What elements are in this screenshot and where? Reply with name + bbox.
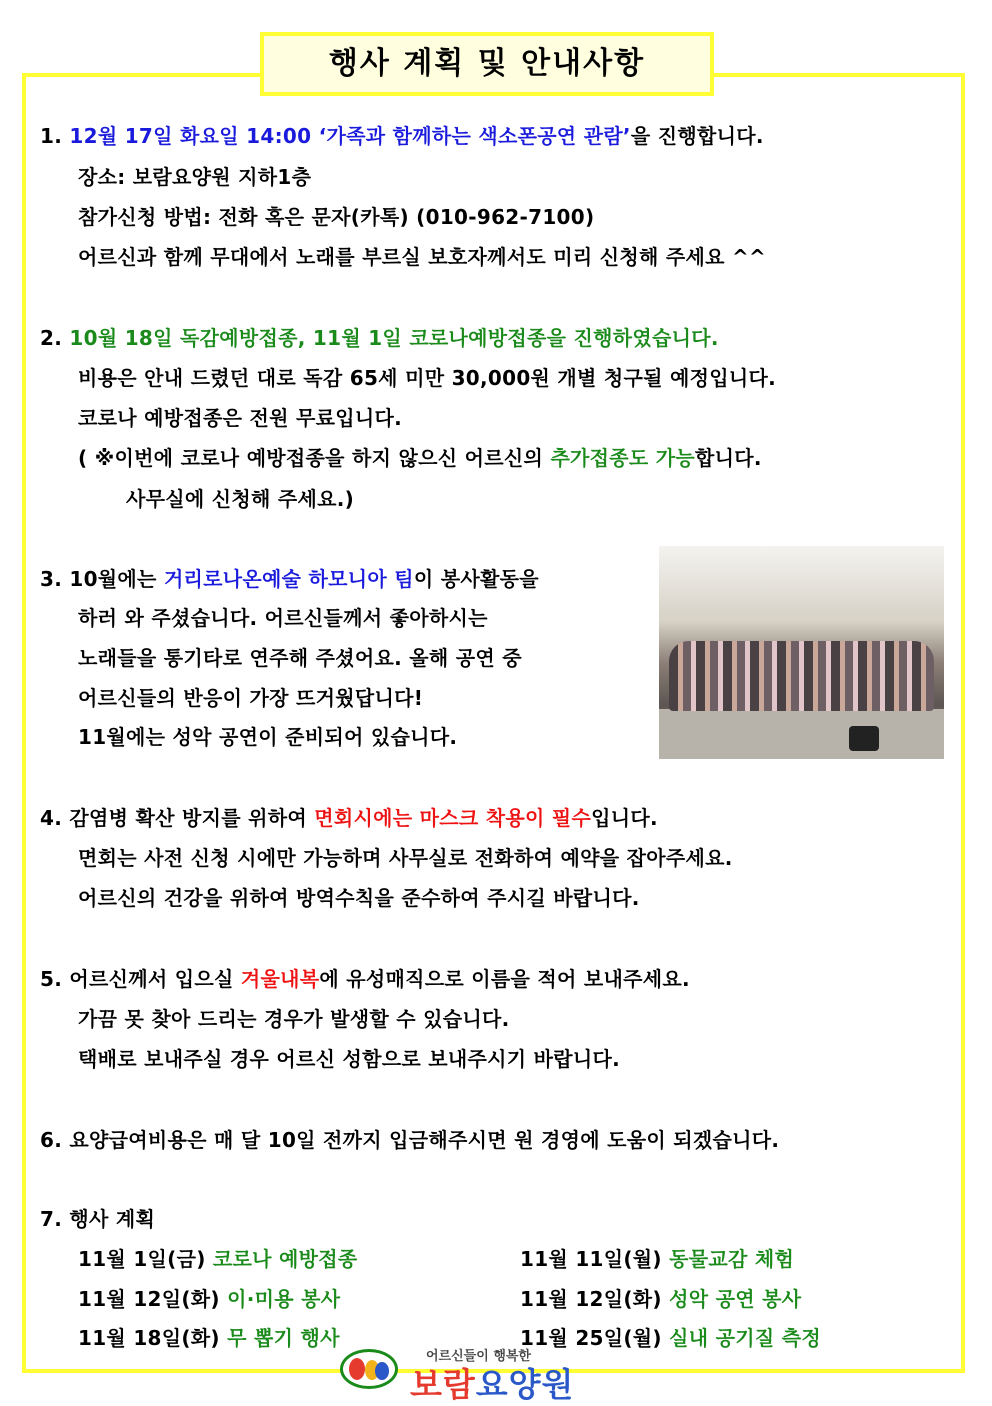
- section-1-line-1-rest: 을 진행합니다.: [630, 124, 764, 148]
- logo-slogan: 어르신들이 행복한: [426, 1349, 531, 1364]
- section-3-line-4: 어르신들의 반응이 가장 뜨거웠답니다!: [78, 686, 424, 710]
- logo-name-b: 요양원: [475, 1365, 575, 1404]
- section-7-heading: 7. 행사 계획: [40, 1207, 156, 1231]
- logo-name-a: 보람: [410, 1365, 476, 1404]
- event-item: [78, 1283, 340, 1312]
- event-item: [78, 1322, 340, 1351]
- section-4-line-1-b: 입니다.: [591, 806, 658, 830]
- boram-logo: [338, 1345, 628, 1404]
- section-4-line-1-a: 4. 감염병 확산 방지를 위하여: [40, 806, 315, 830]
- event-item: [520, 1243, 794, 1272]
- event-name: 성악 공연 봉사: [669, 1287, 802, 1311]
- photo-audience: [669, 641, 934, 711]
- concert-photo: [659, 546, 944, 759]
- section-5-line-1: [40, 963, 690, 992]
- section-3-line-1-a: 3. 10월에는: [40, 567, 164, 591]
- section-4-line-3: 어르신의 건강을 위하여 방역수칙을 준수하여 주시길 바랍니다.: [78, 886, 640, 910]
- section-1-line-3: 참가신청 방법: 전화 혹은 문자(카톡) (010-962-7100): [78, 205, 595, 229]
- section-2-line-4-a: ( ※이번에 코로나 예방접종을 하지 않으신 어르신의: [78, 446, 551, 470]
- section-3-team: 거리로나온예술 하모니아 팀: [163, 567, 414, 591]
- section-1-event: 12월 17일 화요일 14:00 ‘가족과 함께하는 색소폰공연 관람’: [69, 124, 631, 148]
- event-date: 11월 25일(월): [520, 1326, 670, 1350]
- event-date: 11월 12일(화): [520, 1287, 670, 1311]
- section-1-number: 1.: [40, 124, 63, 148]
- section-3-line-2: 하러 와 주셨습니다. 어르신들께서 좋아하시는: [78, 606, 488, 630]
- section-2-line-2: 비용은 안내 드렸던 대로 독감 65세 미만 30,000원 개별 청구될 예정입니다.: [78, 366, 777, 390]
- event-name: 이·미용 봉사: [227, 1287, 341, 1311]
- page-title: 행사 계획 및 안내사항: [260, 32, 714, 96]
- section-5-line-2: 가끔 못 찾아 드리는 경우가 발생할 수 있습니다.: [78, 1007, 510, 1031]
- section-2-number: 2.: [40, 326, 63, 350]
- event-date: 11월 1일(금): [78, 1247, 213, 1271]
- section-3-line-3: 노래들을 통기타로 연주해 주셨어요. 올해 공연 중: [78, 646, 522, 670]
- event-name: 무 뽑기 행사: [227, 1326, 340, 1350]
- event-date: 11월 18일(화): [78, 1326, 228, 1350]
- section-5-line-3: 택배로 보내주실 경우 어르신 성함으로 보내주시기 바랍니다.: [78, 1047, 620, 1071]
- section-3-line-1: [40, 563, 539, 592]
- photo-floor: [659, 709, 944, 759]
- event-date: 11월 12일(화): [78, 1287, 228, 1311]
- event-name: 실내 공기질 측정: [669, 1326, 822, 1350]
- section-4-line-2: 면회는 사전 신청 시에만 가능하며 사무실로 전화하여 예약을 잡아주세요.: [78, 846, 733, 870]
- section-2-highlight: 10월 18일 독감예방접종, 11월 1일 코로나예방접종을 진행하였습니다.: [69, 326, 719, 350]
- section-2-line-5: 사무실에 신청해 주세요.): [126, 487, 355, 511]
- section-5-line-1-b: 에 유성매직으로 이름을 적어 보내주세요.: [319, 967, 690, 991]
- section-2-line-1: [40, 322, 719, 351]
- section-3-line-1-b: 이 봉사활동을: [413, 567, 539, 591]
- section-4-mask-notice: 면회시에는 마스크 착용이 필수: [314, 806, 592, 830]
- section-4-line-1: [40, 802, 658, 831]
- event-date: 11월 11일(월): [520, 1247, 670, 1271]
- section-2-line-4-highlight: 추가접종도 가능: [550, 446, 696, 470]
- section-5-highlight: 겨울내복: [240, 967, 320, 991]
- section-5-line-1-a: 5. 어르신께서 입으실: [40, 967, 241, 991]
- event-name: 동물교감 체험: [669, 1247, 795, 1271]
- section-2-line-3: 코로나 예방접종은 전원 무료입니다.: [78, 406, 402, 430]
- section-1-line-1: [40, 120, 764, 149]
- event-item: [520, 1283, 801, 1312]
- section-2-line-4: [78, 442, 762, 471]
- section-6-line-1: 6. 요양급여비용은 매 달 10일 전까지 입금해주시면 원 경영에 도움이 되겠습니다.: [40, 1128, 780, 1152]
- logo-name: [410, 1359, 574, 1406]
- event-item: [78, 1243, 358, 1272]
- logo-emblem-icon: [340, 1349, 398, 1389]
- event-name: 코로나 예방접종: [212, 1247, 358, 1271]
- photo-speaker: [849, 726, 879, 751]
- section-1-line-4: 어르신과 함께 무대에서 노래를 부르실 보호자께서도 미리 신청해 주세요 ^^: [78, 245, 767, 269]
- section-2-line-4-b: 합니다.: [695, 446, 762, 470]
- section-3-line-5: 11월에는 성악 공연이 준비되어 있습니다.: [78, 725, 458, 749]
- section-1-line-2: 장소: 보람요양원 지하1층: [78, 165, 312, 189]
- photo-ceiling: [659, 546, 944, 606]
